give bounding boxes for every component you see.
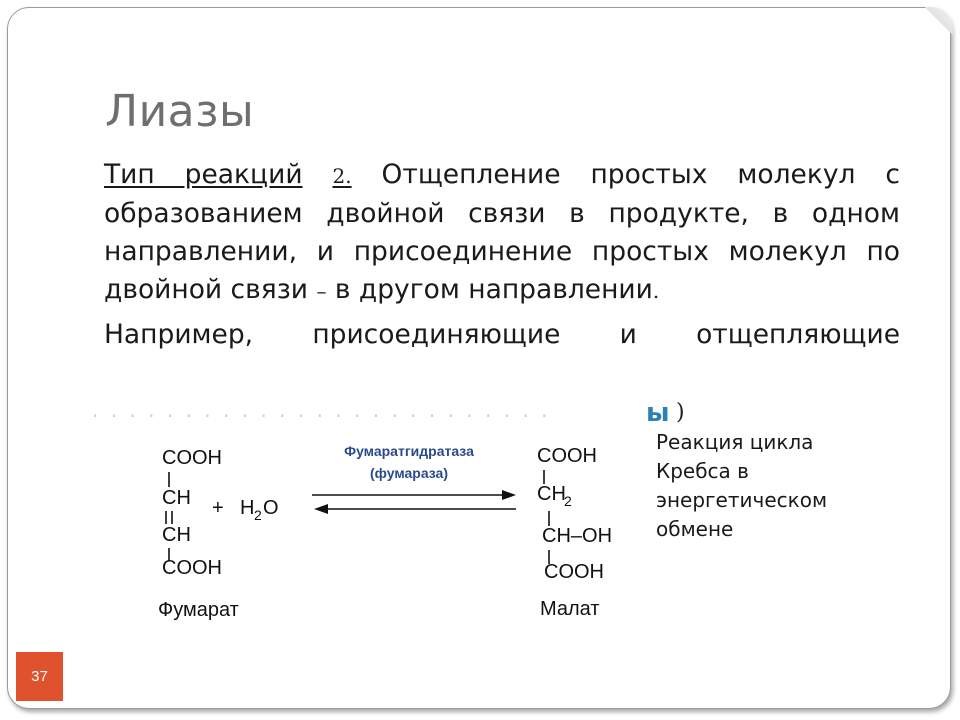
malate-cooh-top: COOH xyxy=(537,445,597,467)
malate-choh: CH–OH xyxy=(542,525,613,547)
water-o: O xyxy=(263,497,279,519)
enzyme-alt-name: (фумараза) xyxy=(369,465,449,481)
water-plus: + xyxy=(212,497,224,519)
malate-ch2-subscript: 2 xyxy=(564,493,572,509)
fumarate-cooh-top: COOH xyxy=(162,447,222,469)
malate-cooh-bottom: COOH xyxy=(544,561,604,583)
body-paragraph-1-text-end: в другом направлении xyxy=(326,274,653,305)
fumarate-ch-2: CH xyxy=(162,524,191,546)
reaction-type-label: Тип реакций xyxy=(104,159,303,190)
obscured-text-line: · · · · · · · · · · · · · · · · · · · · · · · · · xyxy=(92,404,551,424)
water-subscript: 2 xyxy=(254,507,262,523)
fumarate-ch-1: CH xyxy=(162,487,191,509)
slide-number-badge: 37 xyxy=(16,652,63,701)
body-paragraph-1 xyxy=(104,156,900,310)
body-period: . xyxy=(652,279,660,303)
body-paragraph-1-text: Отщепление простых молекул с образованием двойной связи в продукте, в одном направлении, и присоединение простых молекул по двойной связи xyxy=(104,159,900,305)
note-line: Реакция цикла xyxy=(656,430,814,454)
body-paragraph-2: Например, присоединяющие и отщепляющие xyxy=(104,319,900,350)
fumarate-label: Фумарат xyxy=(158,599,239,621)
note-line: Кребса в xyxy=(656,459,749,483)
obscured-line-end: ы xyxy=(646,398,670,428)
enzyme-name: Фумаратгидратаза xyxy=(344,443,474,459)
page-curl-decoration xyxy=(925,7,953,35)
note-line: обмене xyxy=(656,517,734,541)
malate-ch2: CH xyxy=(537,483,566,505)
krebs-cycle-note xyxy=(656,428,896,544)
slide-body xyxy=(104,156,900,354)
reaction-type-number: 2. xyxy=(332,164,352,188)
note-line: энергетическом xyxy=(656,488,828,512)
malate-label: Малат xyxy=(540,598,600,620)
water-h: H xyxy=(240,497,255,519)
obscured-line-paren: ) xyxy=(676,400,685,425)
fumarate-cooh-bottom: COOH xyxy=(162,557,222,579)
body-dash: – xyxy=(316,279,327,303)
slide-title: Лиазы xyxy=(105,86,255,137)
